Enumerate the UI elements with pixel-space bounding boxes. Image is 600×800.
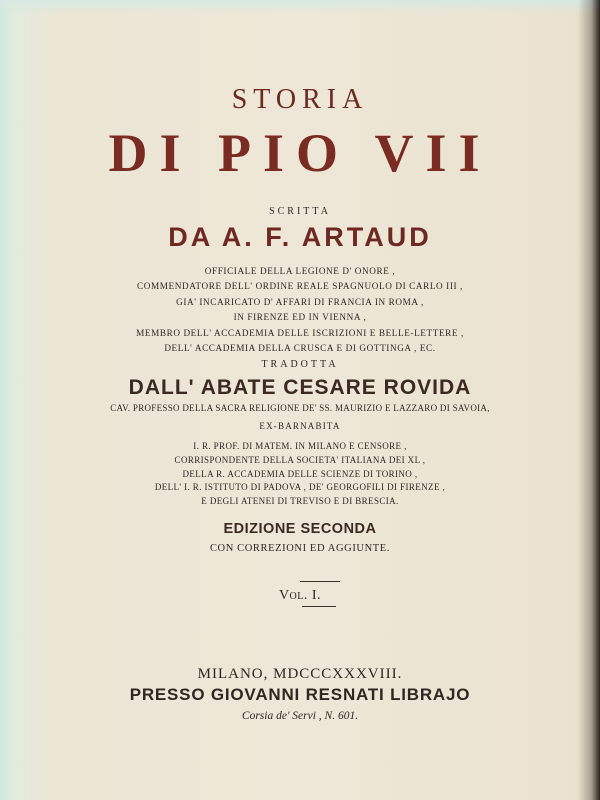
title-di-pio-vii: DI PIO VII [108, 123, 492, 183]
title-storia: STORIA [231, 84, 369, 115]
volume-rule-bottom [302, 606, 336, 607]
place-date: MILANO, MDCCCXXXVIII. [197, 666, 403, 682]
author-title-line: OFFICIALE DELLA LEGIONE D' ONORE , [204, 266, 396, 276]
translated-label: TRADOTTA [261, 359, 339, 370]
translator-title-line: E DEGLI ATENEI DI TREVISO E DI BRESCIA. [201, 496, 399, 507]
publisher: PRESSO GIOVANNI RESNATI LIBRAJO [129, 685, 471, 704]
volume-number: Vol. I. [278, 588, 322, 603]
edition: EDIZIONE SECONDA [223, 521, 377, 537]
translator-title-line: DELL' I. R. ISTITUTO DI PADOVA , DE' GEORGOFILI DI FIRENZE , [154, 482, 446, 493]
author-title-line: GIA' INCARICATO D' AFFARI DI FRANCIA IN ROMA , [176, 296, 424, 307]
publisher-address: Corsia de' Servi , N. 601. [241, 710, 359, 722]
author-name: DA A. F. ARTAUD [168, 222, 432, 252]
translator-order: CAV. PROFESSO DELLA SACRA RELIGIONE DE' SS. MAURIZIO E LAZZARO DI SAVOIA, [110, 403, 490, 413]
translator-former: EX-BARNABITA [259, 421, 341, 431]
author-title-line: IN FIRENZE ED IN VIENNA , [233, 312, 367, 323]
translator-titles [0, 440, 600, 509]
translator-name: DALL' ABATE CESARE ROVIDA [128, 376, 472, 399]
translator-title-line: I. R. PROF. DI MATEM. IN MILANO E CENSORE , [193, 441, 407, 451]
volume-rule-top [300, 581, 340, 582]
author-title-line: COMMENDATORE DELL' ORDINE REALE SPAGNUOLO DI CARLO III , [137, 281, 463, 292]
written-label: SCRITTA [269, 206, 331, 217]
edition-note: CON CORREZIONI ED AGGIUNTE. [209, 543, 391, 554]
author-title-line: DELL' ACCADEMIA DELLA CRUSCA E DI GOTTINGA , EC. [164, 343, 436, 354]
translator-title-line: CORRISPONDENTE DELLA SOCIETA' ITALIANA DEI XL , [174, 454, 426, 465]
translator-title-line: DELLA R. ACCADEMIA DELLE SCIENZE DI TORINO , [182, 468, 418, 479]
page-edge-top [0, 0, 600, 14]
author-title-line: MEMBRO DELL' ACCADEMIA DELLE ISCRIZIONI E BELLE-LETTERE , [136, 327, 464, 338]
author-titles [0, 264, 600, 356]
